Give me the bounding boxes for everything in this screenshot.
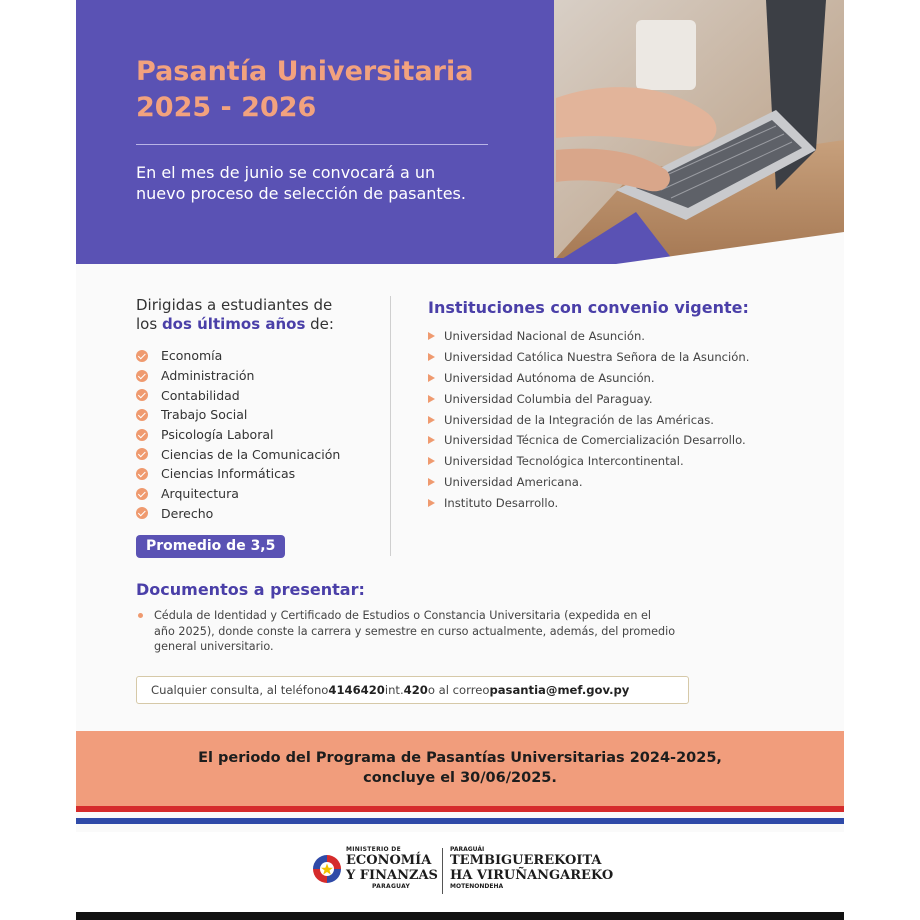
institution-label: Universidad Americana. bbox=[444, 474, 583, 489]
intro-prefix: los bbox=[136, 315, 162, 333]
ministry-small: MINISTERIO DE bbox=[346, 846, 401, 853]
list-item bbox=[428, 472, 828, 493]
career-label: Administración bbox=[161, 368, 255, 384]
list-item bbox=[136, 366, 376, 386]
intro-bold: dos últimos años bbox=[161, 315, 306, 333]
check-icon bbox=[136, 468, 148, 480]
list-item bbox=[428, 451, 828, 472]
career-label: Economía bbox=[161, 348, 223, 364]
audience-column bbox=[136, 296, 376, 558]
list-item bbox=[136, 385, 376, 405]
documents-text bbox=[154, 608, 675, 655]
institution-label: Universidad de la Integración de las Américas. bbox=[444, 412, 714, 427]
poster-title bbox=[136, 54, 536, 126]
institution-label: Instituto Desarrollo. bbox=[444, 495, 559, 510]
list-item bbox=[428, 326, 828, 347]
list-item bbox=[136, 608, 776, 655]
institutions-column bbox=[428, 298, 828, 513]
guarani-line-1: TEMBIGUEREKOITA bbox=[450, 853, 602, 868]
column-divider bbox=[390, 296, 391, 556]
intro-suffix: de: bbox=[305, 315, 334, 333]
documents-section bbox=[136, 580, 776, 655]
ministry-line-2: Y FINANZAS bbox=[346, 868, 438, 883]
contact-ext: 420 bbox=[403, 683, 428, 697]
guarani-small: PARAGUÁI bbox=[450, 846, 485, 853]
ministry-seal-icon bbox=[310, 852, 344, 886]
list-item bbox=[428, 347, 828, 368]
subtitle-line-1: En el mes de junio se convocará a un bbox=[136, 163, 436, 182]
list-item bbox=[136, 346, 376, 366]
check-icon bbox=[136, 409, 148, 421]
career-label: Contabilidad bbox=[161, 387, 240, 403]
title-line-1: Pasantía Universitaria bbox=[136, 56, 474, 87]
hero-header bbox=[76, 0, 844, 264]
check-icon bbox=[136, 448, 148, 460]
documents-line-1: Cédula de Identidad y Certificado de Estudios o Constancia Universitaria (expedida en el bbox=[154, 609, 651, 622]
triangle-bullet-icon bbox=[428, 374, 435, 382]
list-item bbox=[136, 504, 376, 524]
institution-label: Universidad Técnica de Comercialización Desarrollo. bbox=[444, 433, 746, 448]
triangle-bullet-icon bbox=[428, 416, 435, 424]
list-item bbox=[428, 430, 828, 451]
guarani-line-2: HA VIRUÑANGAREKO bbox=[450, 868, 614, 883]
career-label: Ciencias Informáticas bbox=[161, 466, 296, 482]
institution-label: Universidad Católica Nuestra Señora de la Asunción. bbox=[444, 350, 750, 365]
average-badge: Promedio de 3,5 bbox=[136, 535, 285, 558]
title-line-2: 2025 - 2026 bbox=[136, 92, 317, 123]
documents-line-3: general universitario. bbox=[154, 640, 274, 653]
intro-line-1: Dirigidas a estudiantes de bbox=[136, 296, 333, 314]
triangle-bullet-icon bbox=[428, 332, 435, 340]
contact-phone: 4146420 bbox=[328, 683, 385, 697]
career-label: Arquitectura bbox=[161, 486, 239, 502]
banner-line-1: El periodo del Programa de Pasantías Universitarias 2024-2025, bbox=[198, 750, 722, 766]
list-item bbox=[136, 484, 376, 504]
triangle-bullet-icon bbox=[428, 395, 435, 403]
guarani-bottom: MOTENONDEHA bbox=[450, 883, 504, 890]
list-item bbox=[136, 464, 376, 484]
check-icon bbox=[136, 488, 148, 500]
footer bbox=[76, 832, 844, 912]
audience-intro bbox=[136, 296, 376, 334]
contact-prefix: Cualquier consulta, al teléfono bbox=[151, 683, 329, 697]
list-item bbox=[428, 409, 828, 430]
list-item bbox=[428, 388, 828, 409]
check-icon bbox=[136, 370, 148, 382]
poster bbox=[76, 0, 844, 920]
intro-line-2 bbox=[136, 315, 376, 334]
career-label: Psicología Laboral bbox=[161, 427, 274, 443]
careers-list bbox=[136, 346, 376, 523]
laptop-photo bbox=[76, 0, 844, 264]
documents-line-2: año 2025), donde conste la carrera y semestre en curso actualmente, además, del promedio bbox=[154, 624, 676, 638]
triangle-bullet-icon bbox=[428, 478, 435, 486]
check-icon bbox=[136, 429, 148, 441]
subtitle-line-2: nuevo proceso de selección de pasantes. bbox=[136, 184, 466, 203]
check-icon bbox=[136, 389, 148, 401]
documents-title: Documentos a presentar: bbox=[136, 580, 365, 599]
period-banner bbox=[76, 731, 844, 806]
flag-stripe-blue bbox=[76, 818, 844, 824]
list-item bbox=[428, 492, 828, 513]
career-label: Derecho bbox=[161, 505, 214, 521]
title-divider bbox=[136, 144, 488, 145]
guarani-name bbox=[450, 846, 613, 890]
contact-box bbox=[136, 676, 689, 704]
list-item bbox=[136, 425, 376, 445]
check-icon bbox=[136, 350, 148, 362]
triangle-bullet-icon bbox=[428, 353, 435, 361]
poster-subtitle bbox=[136, 162, 516, 204]
bullet-dot-icon bbox=[138, 613, 143, 618]
ministry-name bbox=[346, 846, 438, 890]
institutions-title: Instituciones con convenio vigente: bbox=[428, 298, 749, 317]
institution-label: Universidad Columbia del Paraguay. bbox=[444, 391, 653, 406]
ministry-line-1: ECONOMÍA bbox=[346, 853, 432, 868]
list-item bbox=[428, 368, 828, 389]
career-label: Ciencias de la Comunicación bbox=[161, 446, 341, 462]
banner-line-2: concluye el 30/06/2025. bbox=[363, 770, 557, 786]
contact-ext-label: int. bbox=[384, 683, 404, 697]
institution-label: Universidad Tecnológica Intercontinental. bbox=[444, 454, 684, 469]
list-item bbox=[136, 405, 376, 425]
triangle-bullet-icon bbox=[428, 457, 435, 465]
triangle-bullet-icon bbox=[428, 436, 435, 444]
footer-separator bbox=[442, 848, 443, 894]
check-icon bbox=[136, 507, 148, 519]
contact-mid: o al correo bbox=[427, 683, 490, 697]
flag-stripe-red bbox=[76, 806, 844, 812]
list-item bbox=[136, 444, 376, 464]
institution-label: Universidad Nacional de Asunción. bbox=[444, 329, 645, 344]
institutions-list bbox=[428, 326, 828, 513]
institution-label: Universidad Autónoma de Asunción. bbox=[444, 370, 655, 385]
career-label: Trabajo Social bbox=[161, 407, 248, 423]
ministry-country: PARAGUAY bbox=[372, 883, 411, 890]
triangle-bullet-icon bbox=[428, 499, 435, 507]
contact-email: pasantia@mef.gov.py bbox=[489, 683, 630, 697]
bottom-bar bbox=[76, 912, 844, 920]
